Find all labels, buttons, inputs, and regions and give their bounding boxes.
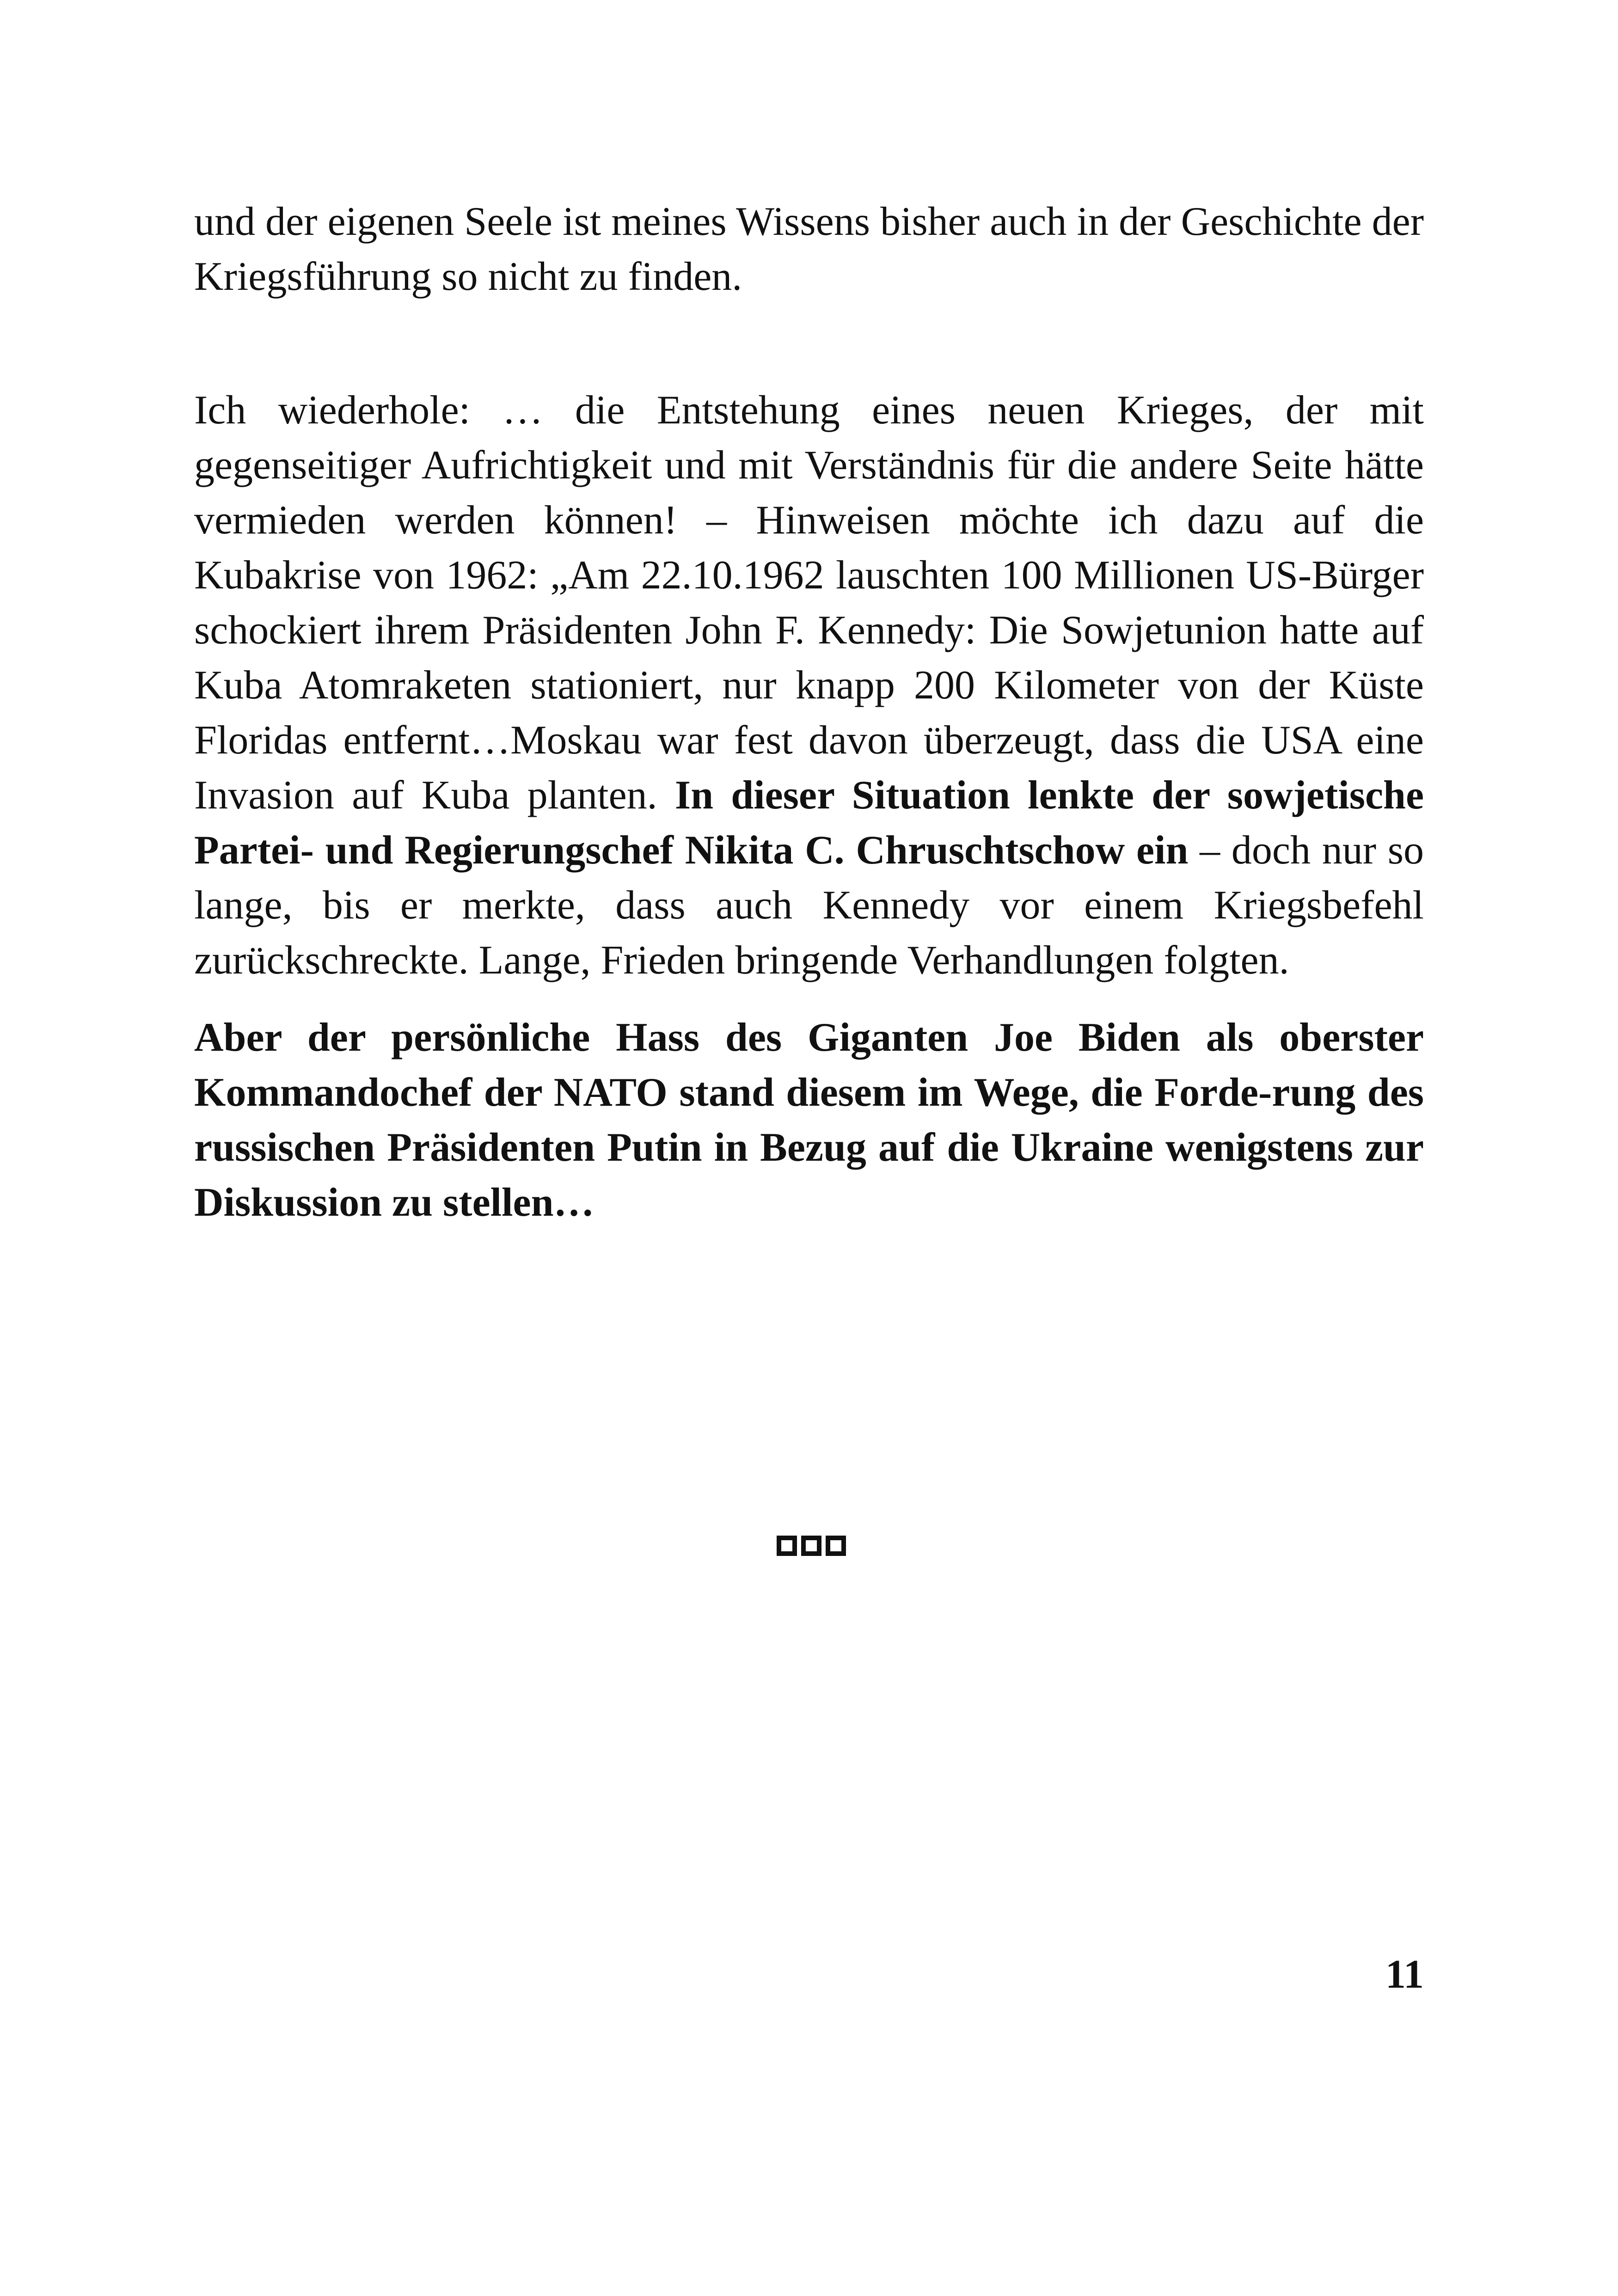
- section-divider-ornament: [777, 1536, 846, 1556]
- page-body: [194, 194, 1424, 1230]
- paragraph-1: und der eigenen Seele ist meines Wissens bisher auch in der Geschichte der Kriegsführung so nicht zu finden.: [194, 199, 1424, 299]
- hollow-square-icon: [777, 1536, 797, 1556]
- hollow-square-icon: [826, 1536, 846, 1556]
- hollow-square-icon: [801, 1536, 821, 1556]
- paragraph-2-text-b: – doch nur so lange, bis er merkte, dass auch Kennedy vor einem Kriegsbefehl zurückschreckte. Lange, Frieden bringende Verhandlungen folgten.: [194, 828, 1424, 983]
- paragraph-3: Aber der persönliche Hass des Giganten Joe Biden als oberster Kommandochef der NATO stand diesem im Wege, die Forde-rung des russischen Präsidenten Putin in Bezug auf die Ukraine wenigstens zur Diskussion zu stellen…: [194, 1015, 1424, 1225]
- paragraph-2-bold-text: In dieser Situation lenkte der sowjetische Partei- und Regierungschef Nikita C. Chruschtschow ein: [194, 773, 1424, 873]
- page-number: 11: [1385, 1952, 1424, 1997]
- paragraph-2-text-a: Ich wiederhole: … die Entstehung eines neuen Krieges, der mit gegenseitiger Aufrichtigkeit und mit Verständnis für die andere Seite hätte vermieden werden können! – Hinweisen möchte ich dazu auf die Kubakrise von 1962: „Am 22.10.1962 lauschten 100 Millionen US-Bürger schockiert ihrem Präsidenten John F. Kennedy: Die Sowjetunion hatte auf Kuba Atomraketen stationiert, nur knapp 200 Kilometer von der Küste Floridas entfernt…Moskau war fest davon überzeugt, dass die USA eine Invasion auf Kuba planten.: [194, 388, 1424, 818]
- paragraph-2: [194, 383, 1424, 988]
